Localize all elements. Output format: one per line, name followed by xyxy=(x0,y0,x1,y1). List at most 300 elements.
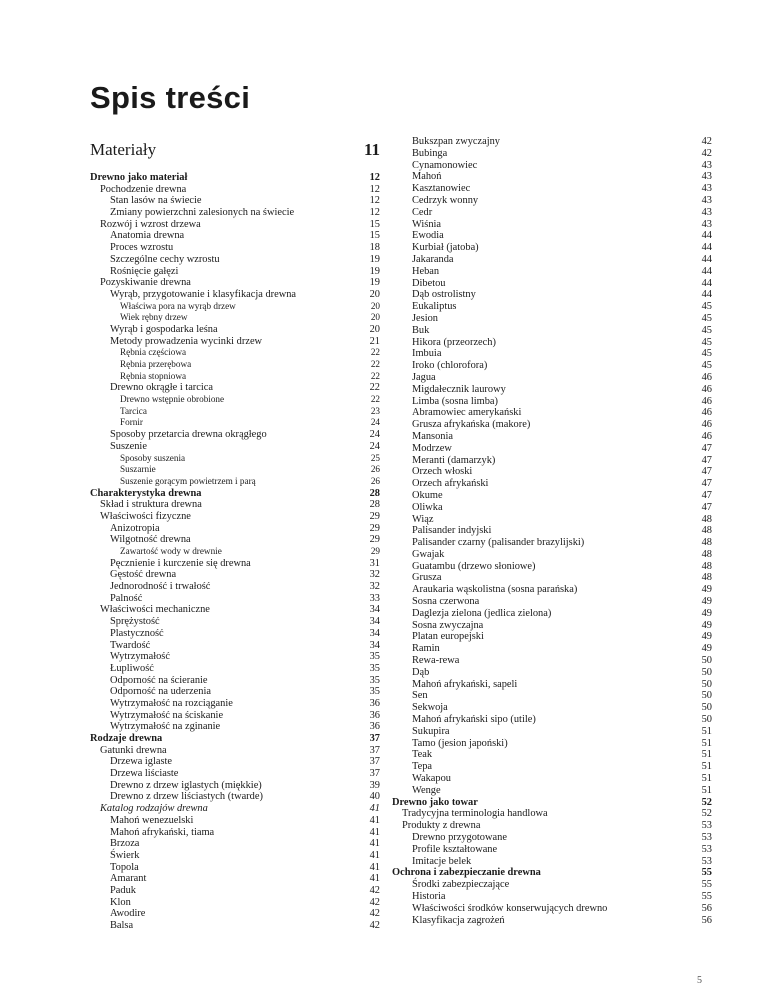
toc-page-number: 45 xyxy=(701,360,712,372)
toc-entry xyxy=(392,584,712,596)
toc-chapter xyxy=(90,733,380,745)
toc-page-number: 55 xyxy=(701,891,712,902)
toc-page-number: 33 xyxy=(369,592,380,604)
toc-page-number: 46 xyxy=(701,383,712,395)
toc-entry xyxy=(392,749,712,761)
toc-entry xyxy=(392,490,712,502)
toc-entry xyxy=(392,148,712,160)
toc-entry xyxy=(392,643,712,655)
toc-entry-label: Hikora (przeorzech) xyxy=(412,336,496,348)
toc-page-number: 48 xyxy=(701,548,712,560)
toc-entry-label: Gwajak xyxy=(412,548,445,560)
toc-entry-label: Drewno z drzew iglastych (miękkie) xyxy=(110,779,262,791)
toc-page-number: 37 xyxy=(369,768,380,780)
toc-entry xyxy=(392,466,712,478)
toc-entry xyxy=(90,616,380,628)
toc-page-number: 37 xyxy=(369,744,380,756)
toc-page-number: 41 xyxy=(369,814,380,826)
toc-entry-label: Pęcznienie i kurczenie się drewna xyxy=(110,557,251,569)
toc-entry-label: Gatunki drewna xyxy=(100,744,167,756)
toc-entry-label: Rozwój i wzrost drzewa xyxy=(100,218,201,230)
toc-page-number: 43 xyxy=(701,183,712,195)
toc-entry-label: Właściwości środków konserwujących drewno xyxy=(412,902,608,914)
toc-entry xyxy=(90,195,380,207)
toc-entry xyxy=(90,569,380,581)
toc-page-number: 47 xyxy=(701,442,712,454)
toc-page-number: 48 xyxy=(701,537,712,549)
toc-entry xyxy=(392,278,712,290)
toc-page-number: 47 xyxy=(701,478,712,490)
toc-entry xyxy=(90,815,380,827)
toc-entry-label: Dąb ostrolistny xyxy=(412,289,476,301)
toc-page-number: 48 xyxy=(701,525,712,537)
toc-entry-label: Łupliwość xyxy=(110,662,154,674)
toc-page-number: 20 xyxy=(370,312,380,323)
toc-entry-label: Odporność na ścieranie xyxy=(110,674,208,686)
toc-page-number: 52 xyxy=(701,808,712,820)
toc-entry xyxy=(90,873,380,885)
toc-entry xyxy=(90,628,380,640)
toc-entry-label: Mahoń afrykański sipo (utile) xyxy=(412,714,536,726)
toc-page-number: 37 xyxy=(369,756,380,768)
toc-entry xyxy=(90,417,380,429)
toc-page-number: 51 xyxy=(701,773,712,785)
toc-entry xyxy=(90,534,380,546)
toc-entry xyxy=(90,266,380,278)
toc-entry-label: Twardość xyxy=(110,639,151,651)
toc-page-number: 50 xyxy=(701,714,712,726)
toc-entry-label: Mahoń afrykański, tiama xyxy=(110,826,215,838)
toc-entry xyxy=(392,254,712,266)
toc-page-number: 12 xyxy=(369,172,380,183)
toc-page-number: 49 xyxy=(701,607,712,619)
toc-entry xyxy=(392,679,712,691)
toc-page-number: 19 xyxy=(369,253,380,265)
toc-page-number: 45 xyxy=(701,324,712,336)
toc-entry-label: Jesion xyxy=(412,312,438,324)
toc-entry xyxy=(90,885,380,897)
toc-entry xyxy=(90,581,380,593)
toc-entry xyxy=(392,514,712,526)
toc-entry xyxy=(392,160,712,172)
toc-entry-label: Metody prowadzenia wycinki drzew xyxy=(110,335,263,347)
toc-entry-label: Profile kształtowane xyxy=(412,843,498,855)
toc-entry-label: Palisander czarny (palisander brazylijski) xyxy=(412,537,585,549)
toc-entry xyxy=(392,325,712,337)
toc-entry-label: Wytrzymałość na ściskanie xyxy=(110,709,224,721)
toc-page-number: 29 xyxy=(369,510,380,522)
toc-entry-label: Katalog rodzajów drewna xyxy=(100,803,208,815)
toc-entry-label: Jednorodność i trwałość xyxy=(110,581,211,593)
toc-page-number: 49 xyxy=(701,596,712,608)
toc-entry-label: Daglezja zielona (jedlica zielona) xyxy=(412,607,552,619)
toc-entry-label: Dibetou xyxy=(412,277,446,289)
toc-entry-label: Mahoń afrykański, sapeli xyxy=(412,678,518,690)
toc-page-number: 25 xyxy=(370,452,380,463)
toc-entry xyxy=(90,675,380,687)
toc-page-number: 15 xyxy=(369,218,380,230)
toc-entry-label: Mahoń xyxy=(412,171,442,183)
toc-entry xyxy=(392,832,712,844)
toc-entry-label: Grusza xyxy=(412,572,442,584)
toc-page-number: 44 xyxy=(701,277,712,289)
toc-page-number: 55 xyxy=(701,867,712,879)
toc-page-number: 24 xyxy=(369,429,380,441)
toc-page-number: 36 xyxy=(369,697,380,709)
toc-entry xyxy=(392,572,712,584)
toc-page-number: 42 xyxy=(701,147,712,159)
toc-entry-label: Drzewa liściaste xyxy=(110,768,179,780)
toc-entry-label: Modrzew xyxy=(412,442,452,454)
toc-entry-label: Świerk xyxy=(110,849,140,861)
toc-page-number: 51 xyxy=(701,749,712,761)
toc-entry xyxy=(392,219,712,231)
toc-entry xyxy=(392,266,712,278)
toc-entry xyxy=(90,230,380,242)
toc-entry xyxy=(392,915,712,927)
toc-entry xyxy=(392,301,712,313)
toc-entry xyxy=(392,502,712,514)
toc-entry xyxy=(392,384,712,396)
toc-entry xyxy=(90,663,380,675)
toc-entry-label: Wiśnia xyxy=(412,218,442,230)
toc-page-number: 11 xyxy=(363,140,380,159)
toc-page-number: 43 xyxy=(701,194,712,206)
toc-entry-label: Mansonia xyxy=(412,430,453,442)
toc-page-number: 12 xyxy=(369,183,380,195)
toc-entry-label: Drewno wstępnie obrobione xyxy=(120,394,225,405)
toc-page-number: 26 xyxy=(370,464,380,475)
toc-entry-label: Ochrona i zabezpieczanie drewna xyxy=(392,867,541,879)
toc-page-number: 55 xyxy=(701,879,712,891)
toc-entry xyxy=(90,756,380,768)
toc-page-number: 51 xyxy=(701,761,712,773)
toc-entry-label: Suszarnie xyxy=(120,464,156,475)
toc-page-number: 48 xyxy=(701,560,712,572)
toc-entry xyxy=(90,908,380,920)
toc-page-number: 46 xyxy=(701,371,712,383)
toc-page-number: 49 xyxy=(701,631,712,643)
toc-page-number: 46 xyxy=(701,419,712,431)
toc-entry-label: Właściwości mechaniczne xyxy=(100,604,210,616)
toc-entry-label: Imitacje belek xyxy=(412,855,472,867)
toc-entry-label: Właściwości fizyczne xyxy=(100,510,191,522)
toc-entry xyxy=(90,476,380,488)
toc-entry xyxy=(392,620,712,632)
toc-page-number: 52 xyxy=(701,796,712,808)
toc-entry xyxy=(90,453,380,465)
toc-page-number: 51 xyxy=(701,784,712,796)
toc-entry xyxy=(392,549,712,561)
toc-entry xyxy=(392,690,712,702)
toc-entry-label: Suszenie xyxy=(110,440,147,452)
toc-entry xyxy=(392,443,712,455)
toc-entry-label: Anatomia drewna xyxy=(110,230,185,242)
toc-entry-label: Wytrzymałość na zginanie xyxy=(110,721,221,733)
toc-entry-label: Awodire xyxy=(110,908,146,920)
toc-entry-label: Ramin xyxy=(412,643,440,655)
toc-page-number: 50 xyxy=(701,678,712,690)
toc-entry xyxy=(392,608,712,620)
toc-page-number: 50 xyxy=(701,666,712,678)
toc-entry-label: Pochodzenie drewna xyxy=(100,183,187,195)
toc-page-number: 34 xyxy=(369,604,380,616)
toc-entry xyxy=(392,396,712,408)
toc-page-number: 41 xyxy=(369,826,380,838)
toc-entry-label: Cedr xyxy=(412,206,433,218)
toc-entry-label: Stan lasów na świecie xyxy=(110,195,202,207)
toc-entry xyxy=(392,455,712,467)
toc-page-number: 43 xyxy=(701,171,712,183)
toc-page-number: 28 xyxy=(369,499,380,511)
toc-page-number: 20 xyxy=(369,288,380,300)
toc-entry xyxy=(90,242,380,254)
toc-chapter xyxy=(90,172,380,184)
toc-page-number: 50 xyxy=(701,702,712,714)
toc-entry xyxy=(392,631,712,643)
toc-entry-label: Wyrąb i gospodarka leśna xyxy=(110,323,218,335)
toc-page-number: 50 xyxy=(701,655,712,667)
toc-page-number: 18 xyxy=(369,242,380,254)
toc-page-number: 32 xyxy=(369,581,380,593)
toc-entry-label: Okume xyxy=(412,489,443,501)
toc-entry-label: Odporność na uderzenia xyxy=(110,686,211,698)
toc-entry xyxy=(392,702,712,714)
toc-entry-label: Historia xyxy=(412,891,446,902)
toc-page-number: 23 xyxy=(370,405,380,416)
toc-page-number: 40 xyxy=(369,791,380,803)
toc-entry-label: Zawartość wody w drewnie xyxy=(120,546,222,556)
toc-entry xyxy=(90,312,380,324)
toc-entry xyxy=(392,360,712,372)
toc-page-number: 42 xyxy=(701,136,712,147)
toc-entry-label: Szczególne cechy wzrostu xyxy=(110,253,220,265)
toc-entry xyxy=(90,219,380,231)
toc-entry-label: Rośnięcie gałęzi xyxy=(110,265,179,277)
toc-entry xyxy=(90,301,380,313)
toc-entry xyxy=(90,441,380,453)
toc-page-number: 29 xyxy=(369,534,380,546)
toc-entry xyxy=(392,667,712,679)
toc-entry xyxy=(392,808,712,820)
toc-entry xyxy=(392,726,712,738)
toc-entry-label: Rębnia stopniowa xyxy=(120,370,187,381)
toc-entry xyxy=(90,780,380,792)
toc-entry-label: Eukaliptus xyxy=(412,301,457,313)
toc-page-number: 35 xyxy=(369,662,380,674)
toc-entry-label: Palność xyxy=(110,592,143,604)
toc-page-number: 19 xyxy=(369,277,380,289)
toc-entry-label: Tarcica xyxy=(120,405,147,416)
toc-page-number: 28 xyxy=(369,487,380,499)
toc-page-number: 41 xyxy=(369,838,380,850)
toc-page-number: 47 xyxy=(701,466,712,478)
toc-page-number: 41 xyxy=(369,803,380,815)
toc-page-number: 31 xyxy=(369,557,380,569)
toc-entry xyxy=(90,838,380,850)
toc-entry xyxy=(90,464,380,476)
toc-page-number: 42 xyxy=(369,896,380,908)
toc-entry-label: Orzech włoski xyxy=(412,466,473,478)
toc-entry xyxy=(90,371,380,383)
toc-page-number: 19 xyxy=(369,265,380,277)
toc-entry xyxy=(392,655,712,667)
toc-entry xyxy=(392,348,712,360)
page-title: Spis treści xyxy=(90,80,251,115)
toc-page-number: 48 xyxy=(701,572,712,584)
toc-entry-label: Sposoby suszenia xyxy=(120,452,186,463)
toc-entry xyxy=(392,903,712,915)
toc-entry xyxy=(392,856,712,868)
toc-entry xyxy=(90,289,380,301)
toc-entry xyxy=(392,431,712,443)
toc-entry-label: Wiek rębny drzew xyxy=(120,312,188,323)
toc-entry-label: Sen xyxy=(412,690,428,702)
toc-entry xyxy=(392,714,712,726)
toc-entry-label: Wilgotność drewna xyxy=(110,534,191,546)
toc-page-number: 35 xyxy=(369,686,380,698)
toc-page-number: 42 xyxy=(369,908,380,920)
toc-entry-label: Jakaranda xyxy=(412,253,454,265)
toc-chapter xyxy=(392,867,712,879)
toc-entry xyxy=(90,207,380,219)
toc-entry xyxy=(90,651,380,663)
toc-entry-label: Wakapou xyxy=(412,773,451,785)
toc-page-number: 51 xyxy=(701,725,712,737)
toc-entry-label: Migdałecznik laurowy xyxy=(412,383,506,395)
toc-page-number: 53 xyxy=(701,832,712,844)
toc-entry xyxy=(90,604,380,616)
toc-page-number: 15 xyxy=(369,230,380,242)
toc-page-number: 39 xyxy=(369,779,380,791)
toc-entry-label: Sekwoja xyxy=(412,702,448,714)
toc-page-number: 49 xyxy=(701,584,712,596)
toc-entry xyxy=(90,862,380,874)
toc-entry-label: Cynamonowiec xyxy=(412,159,478,171)
toc-entry-label: Bukszpan zwyczajny xyxy=(412,136,501,147)
toc-page-number: 41 xyxy=(369,861,380,873)
toc-entry-label: Suszenie gorącym powietrzem i parą xyxy=(120,475,256,486)
toc-chapter xyxy=(392,797,712,809)
toc-entry xyxy=(90,546,380,558)
toc-entry xyxy=(90,429,380,441)
toc-page-number: 34 xyxy=(369,627,380,639)
toc-entry xyxy=(90,640,380,652)
toc-entry-label: Iroko (chlorofora) xyxy=(412,360,488,372)
toc-entry-label: Tradycyjna terminologia handlowa xyxy=(402,808,548,820)
toc-entry-label: Rębnia częściowa xyxy=(120,347,187,358)
toc-entry xyxy=(90,850,380,862)
toc-page-number: 45 xyxy=(701,312,712,324)
toc-entry-label: Tepa xyxy=(412,761,433,773)
toc-entry-label: Brzoza xyxy=(110,838,140,850)
toc-page-number: 43 xyxy=(701,159,712,171)
toc-entry xyxy=(90,406,380,418)
toc-entry-label: Limba (sosna limba) xyxy=(412,395,498,407)
toc-entry-label: Wyrąb, przygotowanie i klasyfikacja drewna xyxy=(110,288,297,300)
toc-page-number: 42 xyxy=(369,884,380,896)
toc-entry-label: Guatambu (drzewo słoniowe) xyxy=(412,560,536,572)
toc-entry xyxy=(392,891,712,903)
toc-entry xyxy=(392,242,712,254)
toc-entry-label: Proces wzrostu xyxy=(110,242,174,254)
toc-page-number: 44 xyxy=(701,289,712,301)
toc-entry xyxy=(90,558,380,570)
toc-entry-label: Buk xyxy=(412,324,430,336)
toc-page-number: 44 xyxy=(701,230,712,242)
toc-entry-label: Klon xyxy=(110,896,131,908)
toc-entry xyxy=(392,738,712,750)
toc-entry xyxy=(90,593,380,605)
toc-page-number: 32 xyxy=(369,569,380,581)
toc-page-number: 50 xyxy=(701,690,712,702)
toc-page-number: 34 xyxy=(369,639,380,651)
toc-entry-label: Sukupira xyxy=(412,725,450,737)
toc-page-number: 46 xyxy=(701,430,712,442)
toc-entry-label: Materiały xyxy=(90,140,157,159)
toc-page-number: 36 xyxy=(369,721,380,733)
toc-entry xyxy=(392,820,712,832)
toc-page-number: 51 xyxy=(701,737,712,749)
toc-entry xyxy=(90,324,380,336)
toc-entry-label: Sprężystość xyxy=(110,616,160,628)
toc-entry xyxy=(90,897,380,909)
toc-page-number: 20 xyxy=(370,300,380,311)
toc-entry-label: Sosna czerwona xyxy=(412,596,480,608)
toc-entry xyxy=(90,359,380,371)
toc-page-number: 29 xyxy=(370,546,380,556)
toc-page-number: 22 xyxy=(370,394,380,405)
toc-page-number: 46 xyxy=(701,395,712,407)
toc-entry-label: Heban xyxy=(412,265,440,277)
toc-page-number: 43 xyxy=(701,218,712,230)
toc-entry-label: Dąb xyxy=(412,666,430,678)
toc-page-number: 56 xyxy=(701,902,712,914)
toc-page-number: 42 xyxy=(369,920,380,931)
toc-entry-label: Rewa-rewa xyxy=(412,655,460,667)
toc-page-number: 37 xyxy=(369,733,380,744)
toc-entry-label: Skład i struktura drewna xyxy=(100,499,202,511)
toc-entry xyxy=(392,561,712,573)
toc-entry-label: Jagua xyxy=(412,371,436,383)
toc-entry xyxy=(392,313,712,325)
toc-entry xyxy=(90,499,380,511)
toc-page-number: 49 xyxy=(701,643,712,655)
toc-entry xyxy=(392,785,712,797)
toc-entry-label: Bubinga xyxy=(412,147,448,159)
toc-left-column xyxy=(90,138,380,932)
toc-page-number: 22 xyxy=(369,382,380,394)
toc-entry xyxy=(392,171,712,183)
toc-entry-label: Fornir xyxy=(120,417,143,428)
toc-entry xyxy=(392,183,712,195)
toc-chapter xyxy=(90,488,380,500)
toc-entry xyxy=(90,920,380,932)
toc-page-number: 24 xyxy=(369,440,380,452)
toc-page-number: 34 xyxy=(369,616,380,628)
toc-entry-label: Grusza afrykańska (makore) xyxy=(412,419,531,431)
toc-entry-label: Kurbiał (jatoba) xyxy=(412,242,479,254)
toc-entry xyxy=(392,136,712,148)
toc-page-number: 35 xyxy=(369,674,380,686)
toc-entry xyxy=(90,721,380,733)
toc-entry xyxy=(392,289,712,301)
toc-page-number: 47 xyxy=(701,454,712,466)
toc-page-number: 46 xyxy=(701,407,712,419)
toc-entry-label: Platan europejski xyxy=(412,631,484,643)
toc-entry-label: Drewno okrągłe i tarcica xyxy=(110,382,213,394)
toc-page-number: 48 xyxy=(701,513,712,525)
